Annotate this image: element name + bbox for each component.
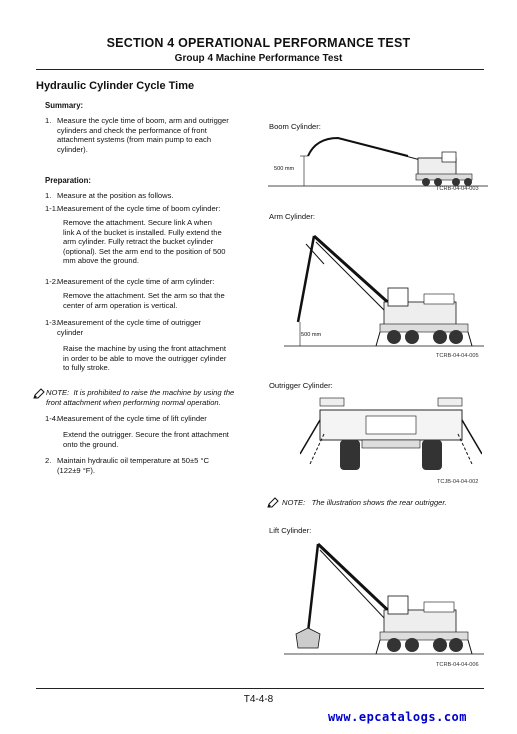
boom-dimension: 500 mm [274, 166, 295, 172]
outrigger-caption: Outrigger Cylinder: [269, 381, 333, 390]
note-text: front attachment when performing normal operation. [46, 397, 221, 407]
section-title: SECTION 4 OPERATIONAL PERFORMANCE TEST [106, 36, 411, 50]
step-text: cylinder [57, 327, 84, 337]
step-text: Measurement of the cycle time of lift cylinder [57, 414, 207, 423]
page-number: T4-4-8 [243, 694, 274, 705]
body-line: onto the ground. [63, 439, 119, 449]
arm-figure-code: TCRB-04-04-005 [436, 353, 479, 359]
note-label: NOTE: [282, 498, 306, 507]
header-rule [36, 69, 484, 70]
body-line: in order to be able to move the outrigger cylinder [63, 353, 227, 363]
arm-caption: Arm Cylinder: [269, 212, 315, 221]
step-num: 1-3. [45, 318, 59, 327]
boom-caption: Boom Cylinder: [269, 122, 321, 131]
step-text: Measure at the position as follows. [57, 191, 174, 200]
body-line: arm cylinder. Fully retract the bucket cylinder [63, 237, 214, 247]
step-text: Measurement of the cycle time of arm cylinder: [57, 277, 215, 286]
summary-line: attachment systems (from main pump to each [57, 135, 212, 145]
page-title: Hydraulic Cylinder Cycle Time [36, 80, 195, 92]
step-body [63, 218, 253, 266]
summary-line: cylinders and check the performance of front [57, 125, 207, 135]
step-num: 2. [45, 456, 52, 465]
step-text: Maintain hydraulic oil temperature at 50±5 °C [57, 456, 209, 465]
outrigger-figure-code: TCJB-04-04-002 [437, 479, 479, 485]
body-line: to fully stroke. [63, 363, 110, 373]
boom-cylinder-figure [268, 132, 488, 190]
note-label: NOTE: [46, 388, 70, 397]
arm-dimension: 500 mm [301, 332, 322, 338]
outrigger-cylinder-figure [300, 394, 482, 478]
step-text: (122±9 °F). [57, 465, 96, 475]
summary-line: cylinder). [57, 144, 88, 154]
step-num: 1-2. [45, 277, 59, 286]
lift-figure-code: TCRB-04-04-006 [436, 662, 479, 668]
preparation-heading: Preparation: [45, 176, 91, 185]
body-line: Remove the attachment. Set the arm so that the [63, 291, 225, 300]
summary-num: 1. [45, 116, 52, 125]
body-line: Remove the attachment. Secure link A when [63, 218, 213, 227]
step-text: Measurement of the cycle time of boom cylinder: [57, 204, 221, 213]
watermark-link[interactable]: www.epcatalogs.com [327, 710, 467, 724]
body-line: (optional). Set the arm end to the position of 500 [63, 246, 226, 256]
body-line: Raise the machine by using the front attachment [63, 344, 226, 353]
step-body [63, 291, 253, 310]
pencil-icon [267, 497, 279, 508]
summary-line: Measure the cycle time of boom, arm and outrigger [57, 116, 229, 125]
group-title: Group 4 Machine Performance Test [174, 53, 343, 64]
lift-cylinder-figure [284, 536, 484, 658]
note-text: The illustration shows the rear outrigger. [311, 498, 447, 507]
step-body [63, 344, 253, 373]
body-line: Extend the outrigger. Secure the front attachment [63, 430, 229, 439]
body-line: link A of the bucket is installed. Fully extend the [63, 227, 222, 237]
body-line: mm above the ground. [63, 256, 139, 266]
summary-heading: Summary: [45, 101, 84, 110]
step-num: 1-1. [45, 204, 59, 213]
note-text: It is prohibited to raise the machine by using the [73, 388, 235, 397]
lift-caption: Lift Cylinder: [269, 526, 312, 535]
pencil-icon [33, 388, 45, 399]
step-body [63, 430, 253, 449]
step-text: Measurement of the cycle time of outrigger [57, 318, 201, 327]
footer-rule [36, 688, 484, 689]
body-line: center of arm operation is vertical. [63, 300, 178, 310]
step-num: 1-4. [45, 414, 59, 423]
boom-figure-code: TCRB-04-04-003 [436, 186, 479, 192]
step-num: 1. [45, 191, 52, 200]
